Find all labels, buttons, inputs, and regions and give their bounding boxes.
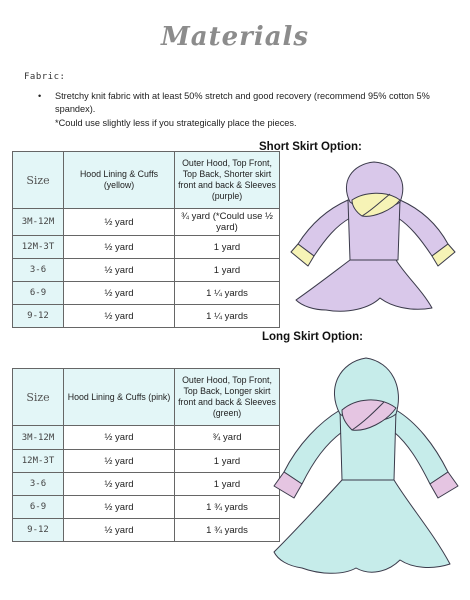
table-row — [13, 473, 280, 496]
skirt — [296, 260, 432, 311]
header-lining: Hood Lining & Cuffs (yellow) — [64, 152, 175, 209]
lining-cell: ½ yard — [64, 236, 175, 259]
size-cell: 6-9 — [13, 282, 64, 305]
table-header-row — [13, 369, 280, 426]
table-row — [13, 236, 280, 259]
table-row — [13, 305, 280, 328]
short-option-title: Short Skirt Option: — [259, 141, 362, 153]
fabric-label: Fabric: — [24, 72, 66, 82]
left-sleeve — [284, 410, 342, 484]
long-option-title: Long Skirt Option: — [262, 331, 363, 343]
table-row — [13, 450, 280, 473]
outer-cell: 1 yard — [175, 473, 280, 496]
header-outer: Outer Hood, Top Front, Top Back, Longer skirt front and back & Sleeves (green) — [175, 369, 280, 426]
lining-cell: ½ yard — [64, 519, 175, 542]
header-size: Size — [13, 152, 64, 209]
outer-cell: 1 yard — [175, 450, 280, 473]
lining-cell: ½ yard — [64, 305, 175, 328]
size-cell: 3-6 — [13, 259, 64, 282]
size-cell: 6-9 — [13, 496, 64, 519]
lining-cell: ½ yard — [64, 426, 175, 450]
fabric-note: *Could use slightly less if you strategically place the pieces. — [55, 118, 297, 128]
outer-cell: 1 ¾ yards — [175, 496, 280, 519]
lining-cell: ½ yard — [64, 473, 175, 496]
outer-cell: ¾ yard (*Could use ½ yard) — [175, 209, 280, 236]
right-sleeve — [394, 410, 448, 484]
table-row — [13, 209, 280, 236]
lining-cell: ½ yard — [64, 259, 175, 282]
size-cell: 12M-3T — [13, 236, 64, 259]
left-sleeve — [298, 200, 350, 256]
table-row — [13, 426, 280, 450]
outer-cell: 1 ¼ yards — [175, 282, 280, 305]
lining-cell: ½ yard — [64, 450, 175, 473]
long-dress-illustration — [262, 352, 462, 578]
header-lining: Hood Lining & Cuffs (pink) — [64, 369, 175, 426]
size-cell: 3M-12M — [13, 209, 64, 236]
bullet-dot: • — [38, 91, 42, 101]
outer-cell: 1 ¼ yards — [175, 305, 280, 328]
table-row — [13, 496, 280, 519]
size-cell: 9-12 — [13, 519, 64, 542]
size-cell: 12M-3T — [13, 450, 64, 473]
table-row — [13, 259, 280, 282]
short-skirt-table — [12, 151, 280, 328]
skirt — [274, 480, 450, 573]
lining-cell: ½ yard — [64, 209, 175, 236]
size-cell: 9-12 — [13, 305, 64, 328]
size-cell: 3-6 — [13, 473, 64, 496]
short-dress-illustration — [290, 160, 456, 316]
lining-cell: ½ yard — [64, 282, 175, 305]
table-header-row — [13, 152, 280, 209]
page-title: Materials — [160, 22, 310, 52]
outer-cell: ¾ yard — [175, 426, 280, 450]
fabric-description: Stretchy knit fabric with at least 50% stretch and good recovery (recommend 95% cotton 5% spandex). — [55, 91, 430, 114]
right-sleeve — [398, 200, 448, 256]
table-row — [13, 519, 280, 542]
outer-cell: 1 ¾ yards — [175, 519, 280, 542]
lining-cell: ½ yard — [64, 496, 175, 519]
long-skirt-table — [12, 368, 280, 542]
header-outer: Outer Hood, Top Front, Top Back, Shorter skirt front and back & Sleeves (purple) — [175, 152, 280, 209]
table-row — [13, 282, 280, 305]
outer-cell: 1 yard — [175, 259, 280, 282]
size-cell: 3M-12M — [13, 426, 64, 450]
header-size: Size — [13, 369, 64, 426]
outer-cell: 1 yard — [175, 236, 280, 259]
